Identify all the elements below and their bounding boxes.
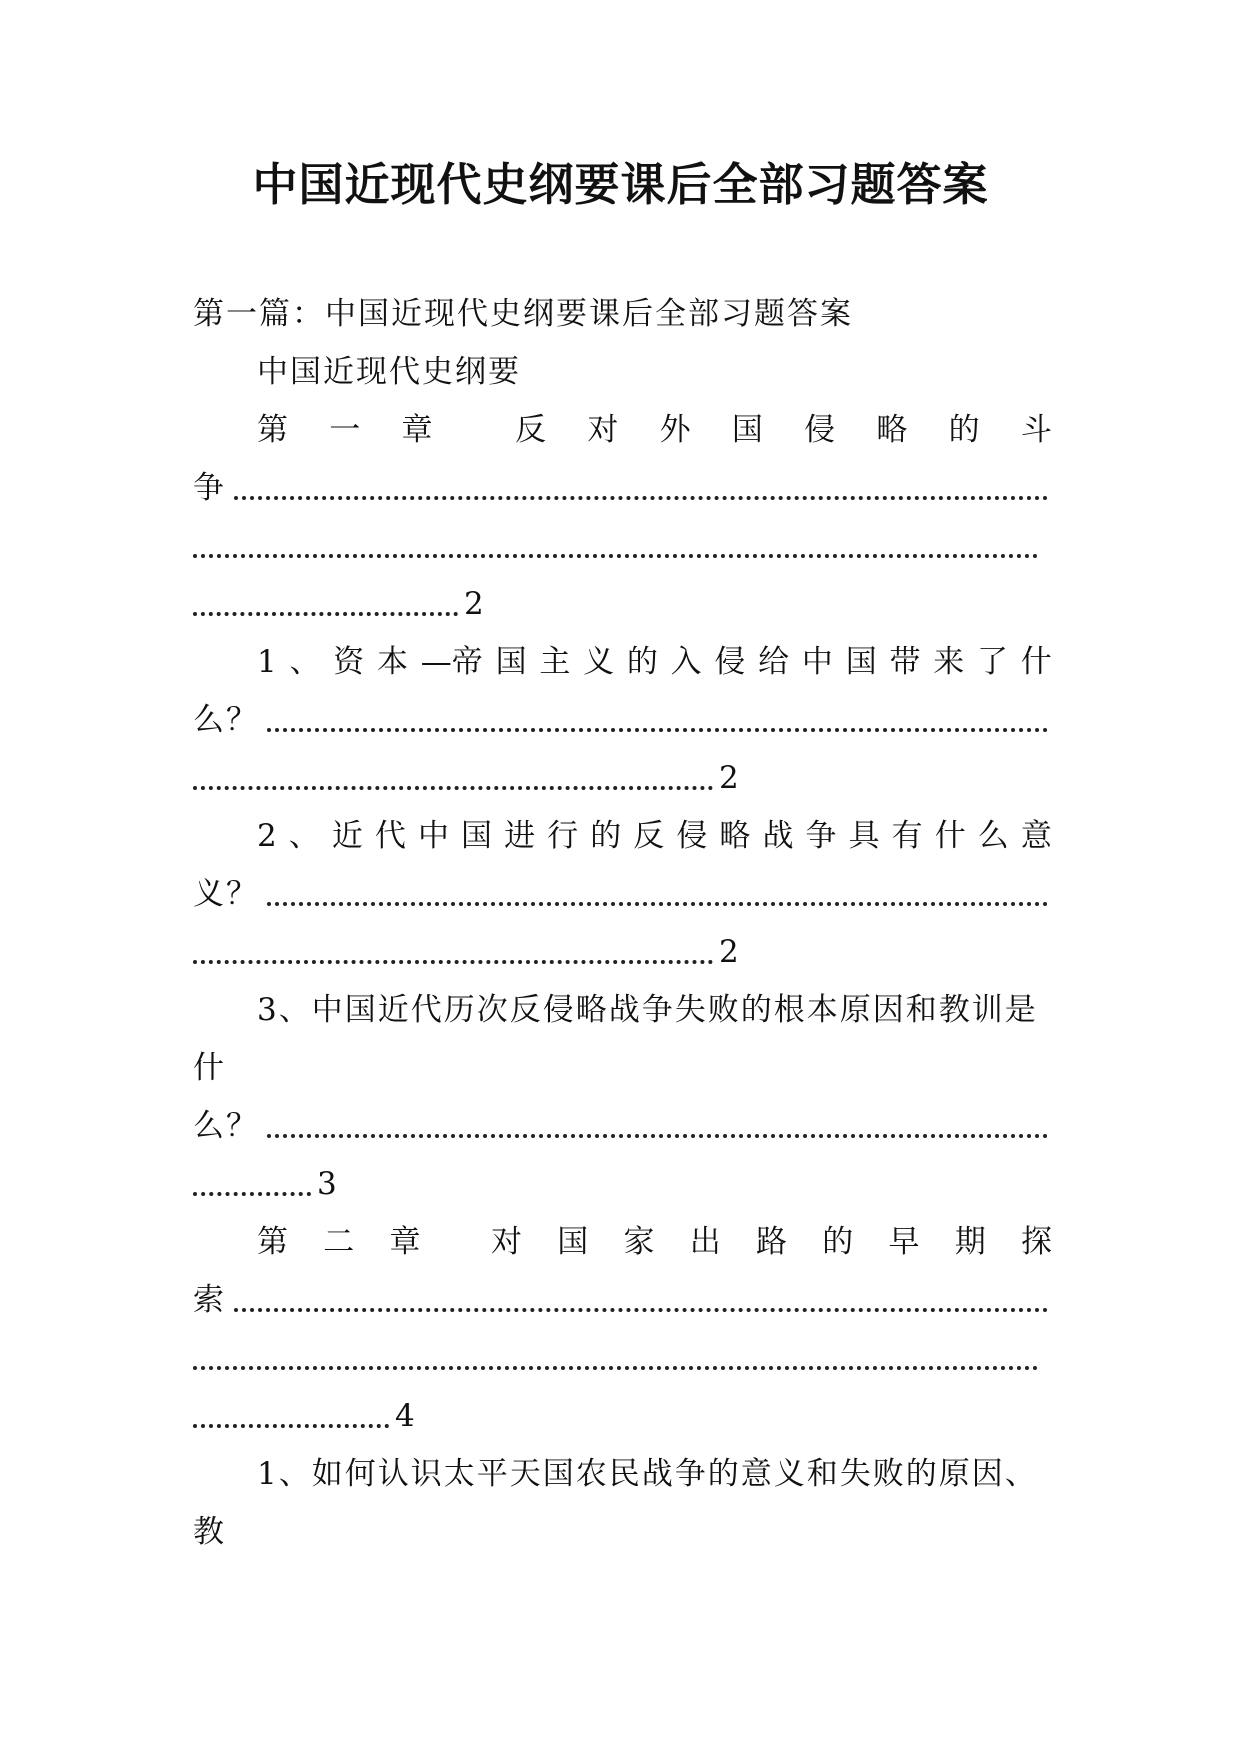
toc-glyph: 具 [848, 818, 880, 854]
toc-glyph: 入 [670, 644, 702, 680]
toc-glyph: 侵 [714, 644, 746, 680]
toc-glyph: —帝 [420, 644, 483, 680]
toc-chapter-2-question-1: 1、如何认识太平天国农民战争的意义和失败的原因、 [257, 1456, 1038, 1492]
toc-glyph: 行 [547, 818, 579, 854]
toc-question-3: 3、中国近代历次反侵略战争失败的根本原因和教训是 [257, 992, 1038, 1028]
toc-leader-line [193, 1329, 1052, 1387]
toc-glyph: 有 [891, 818, 923, 854]
toc-glyph: 国 [557, 1224, 589, 1260]
toc-glyph: 路 [756, 1224, 787, 1260]
toc-glyph: 第 [257, 1224, 288, 1260]
toc-leader-line [193, 749, 1052, 807]
toc-glyph: 外 [659, 412, 691, 448]
toc-glyph: 二 [323, 1224, 355, 1260]
toc-leader-line [193, 865, 1052, 923]
toc-glyph: 章 [389, 1224, 421, 1260]
toc-leader-line [193, 691, 1052, 749]
toc-leader-line [193, 459, 1052, 517]
toc-glyph: 期 [954, 1224, 986, 1260]
toc-glyph: 对 [491, 1224, 522, 1260]
toc-glyph: 反 [515, 412, 547, 448]
dot-leader [193, 1360, 1038, 1370]
toc-glyph: 侵 [804, 412, 836, 448]
toc-question-2-tail: 义？ [193, 876, 259, 912]
toc-glyph: 给 [758, 644, 790, 680]
toc-chapter-1 [257, 401, 1052, 459]
toc-leader-line [193, 1155, 1052, 1213]
toc-glyph: 近 [331, 818, 363, 854]
toc-glyph: 争 [805, 818, 837, 854]
toc-glyph: 的 [626, 644, 658, 680]
toc-question-2 [257, 807, 1052, 865]
toc-glyph: 意 [1020, 818, 1052, 854]
toc-glyph: 出 [689, 1224, 721, 1260]
toc-glyph: 国 [845, 644, 877, 680]
toc-leader-line [193, 923, 1052, 981]
subheading: 中国近现代史纲要 [257, 354, 521, 390]
toc-glyph: 一 [329, 412, 361, 448]
toc-leader-line [193, 1097, 1052, 1155]
toc-glyph: 2 [257, 818, 277, 854]
toc-glyph: 早 [888, 1224, 920, 1260]
dot-leader [234, 490, 1048, 500]
toc-question-1-tail: 么？ [193, 702, 259, 738]
toc-glyph: 对 [587, 412, 619, 448]
toc-chapter-2-question-1-wrap: 教 [193, 1514, 226, 1550]
toc-chapter-1-tail: 争 [193, 470, 226, 506]
toc-glyph: 什 [934, 818, 966, 854]
dot-leader [193, 606, 458, 616]
dot-leader [193, 1418, 389, 1428]
toc-glyph: 反 [633, 818, 665, 854]
toc-glyph: 略 [719, 818, 751, 854]
toc-glyph: 的 [822, 1224, 854, 1260]
toc-page-number: 3 [317, 1166, 337, 1202]
dot-leader [267, 1128, 1048, 1138]
toc-glyph: 斗 [1020, 412, 1052, 448]
toc-glyph: 家 [623, 1224, 655, 1260]
dot-leader [193, 1186, 311, 1196]
toc-page-number: 4 [395, 1398, 415, 1434]
toc-glyph: 代 [374, 818, 406, 854]
toc-glyph: 来 [933, 644, 965, 680]
toc-glyph: 义 [583, 644, 615, 680]
toc-glyph: 、 [288, 818, 320, 854]
toc-glyph: 战 [762, 818, 794, 854]
toc-glyph: 国 [495, 644, 527, 680]
toc-chapter-2-tail: 索 [193, 1282, 226, 1318]
toc-glyph: 中 [801, 644, 833, 680]
toc-glyph: 主 [539, 644, 571, 680]
toc-question-1 [257, 633, 1052, 691]
dot-leader [234, 1302, 1048, 1312]
section-heading: 第一篇：中国近现代史纲要课后全部习题答案 [193, 296, 853, 332]
toc-glyph: 了 [976, 644, 1008, 680]
toc-glyph: 资 [333, 644, 365, 680]
dot-leader [193, 780, 713, 790]
toc-glyph: 的 [590, 818, 622, 854]
dot-leader [193, 548, 1038, 558]
toc-glyph: 国 [461, 818, 493, 854]
toc-glyph: 侵 [676, 818, 708, 854]
toc-leader-line [193, 1271, 1052, 1329]
toc-leader-line [193, 517, 1052, 575]
toc-question-3-tail: 么？ [193, 1108, 259, 1144]
toc-glyph: 进 [504, 818, 536, 854]
toc-page-number: 2 [719, 934, 739, 970]
toc-glyph: 本 [377, 644, 409, 680]
toc-glyph: 、 [289, 644, 321, 680]
dot-leader [193, 954, 713, 964]
toc-chapter-2 [257, 1213, 1052, 1271]
toc-glyph: 国 [731, 412, 763, 448]
toc-glyph: 带 [889, 644, 921, 680]
toc-page-number: 2 [464, 586, 484, 622]
toc-glyph: 章 [401, 412, 433, 448]
toc-glyph: 中 [417, 818, 449, 854]
toc-glyph: 的 [948, 412, 980, 448]
toc-question-3-wrap: 什 [193, 1050, 226, 1086]
toc-glyph: 略 [876, 412, 908, 448]
dot-leader [267, 722, 1048, 732]
toc-page-number: 2 [719, 760, 739, 796]
toc-glyph: 1 [257, 644, 277, 680]
document-title: 中国近现代史纲要课后全部习题答案 [252, 158, 989, 211]
toc-glyph: 第 [257, 412, 288, 448]
toc-glyph: 什 [1020, 644, 1052, 680]
toc-glyph: 探 [1021, 1224, 1052, 1260]
toc-leader-line [193, 575, 1052, 633]
dot-leader [267, 896, 1048, 906]
toc-glyph: 么 [977, 818, 1009, 854]
toc-leader-line [193, 1387, 1052, 1445]
